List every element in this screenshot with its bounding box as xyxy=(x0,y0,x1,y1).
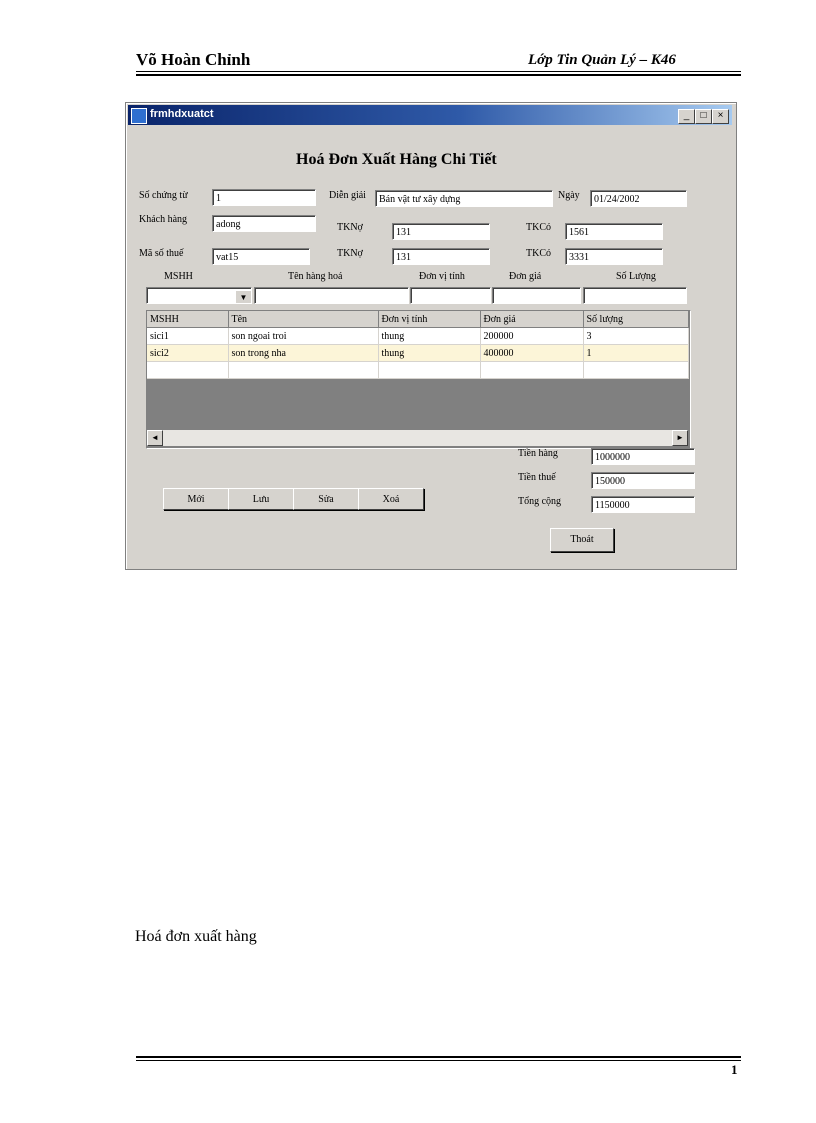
edit-button[interactable]: Sửa xyxy=(293,488,359,510)
column-header[interactable]: Đơn vị tính xyxy=(378,311,480,328)
table-cell[interactable]: 400000 xyxy=(480,345,583,362)
don-gia-input[interactable] xyxy=(492,287,581,304)
scroll-left-icon[interactable]: ◄ xyxy=(147,430,163,446)
ten-hang-hoa-label: Tên hàng hoá xyxy=(288,271,343,282)
scroll-right-icon[interactable]: ► xyxy=(672,430,688,446)
table-cell[interactable]: thung xyxy=(378,328,480,345)
table-cell[interactable]: sici1 xyxy=(147,328,228,345)
dien-giai-label: Diễn giải xyxy=(329,190,366,201)
page-number: 1 xyxy=(731,1062,738,1077)
detail-table xyxy=(147,311,689,379)
detail-grid[interactable] xyxy=(146,310,691,449)
tk-co-2-label: TKCó xyxy=(526,248,551,259)
table-cell[interactable]: 3 xyxy=(583,328,688,345)
table-cell[interactable]: 1 xyxy=(583,345,688,362)
new-button[interactable]: Mới xyxy=(163,488,229,510)
tk-no-2-input[interactable]: 131 xyxy=(392,248,490,265)
table-cell[interactable]: son ngoai troi xyxy=(228,328,378,345)
form-title: Hoá Đơn Xuất Hàng Chi Tiết xyxy=(296,151,497,168)
don-vi-tinh-input[interactable] xyxy=(410,287,491,304)
tk-no-2-label: TKNợ xyxy=(337,248,363,259)
mshh-label: MSHH xyxy=(164,271,193,282)
tk-co-1-input[interactable]: 1561 xyxy=(565,223,663,240)
header-rule-thick xyxy=(136,74,741,76)
horizontal-scrollbar[interactable] xyxy=(147,430,688,446)
maximize-button[interactable]: □ xyxy=(695,109,712,124)
tien-hang-label: Tiền hàng xyxy=(518,448,558,459)
table-row[interactable] xyxy=(147,345,688,362)
column-header[interactable]: Tên xyxy=(228,311,378,328)
exit-button[interactable]: Thoát xyxy=(550,528,614,552)
tong-cong-label: Tổng cộng xyxy=(518,496,562,507)
table-cell[interactable] xyxy=(378,362,480,379)
table-cell[interactable] xyxy=(147,362,228,379)
tk-co-2-input[interactable]: 3331 xyxy=(565,248,663,265)
footer-rule xyxy=(136,1060,741,1061)
title-bar[interactable] xyxy=(128,105,732,125)
table-cell[interactable] xyxy=(480,362,583,379)
save-button[interactable]: Lưu xyxy=(228,488,294,510)
so-chung-tu-input[interactable]: 1 xyxy=(212,189,316,206)
tk-no-1-label: TKNợ xyxy=(337,222,363,233)
so-luong-label: Số Lượng xyxy=(616,271,656,282)
tong-cong-input[interactable]: 1150000 xyxy=(591,496,695,513)
ma-so-thue-label: Mã số thuế xyxy=(139,248,184,259)
khach-hang-input[interactable]: adong xyxy=(212,215,316,232)
close-button[interactable]: × xyxy=(712,109,729,124)
ngay-input[interactable]: 01/24/2002 xyxy=(590,190,687,207)
header-author: Võ Hoàn Chỉnh xyxy=(136,50,251,69)
khach-hang-label: Khách hàng xyxy=(139,214,188,225)
so-chung-tu-label: Số chứng từ xyxy=(139,190,188,201)
tien-thue-input[interactable]: 150000 xyxy=(591,472,695,489)
delete-button[interactable]: Xoá xyxy=(358,488,424,510)
column-header[interactable]: Số lượng xyxy=(583,311,688,328)
header-rule xyxy=(136,71,741,72)
window-title: frmhdxuatct xyxy=(150,108,214,120)
tk-co-1-label: TKCó xyxy=(526,222,551,233)
table-cell[interactable] xyxy=(583,362,688,379)
column-header[interactable]: Đơn giá xyxy=(480,311,583,328)
table-cell[interactable]: sici2 xyxy=(147,345,228,362)
table-cell[interactable]: son trong nha xyxy=(228,345,378,362)
chevron-down-icon[interactable]: ▼ xyxy=(235,290,252,304)
ten-hang-hoa-input[interactable] xyxy=(254,287,409,304)
ngay-label: Ngày xyxy=(558,190,580,201)
dien-giai-input[interactable]: Bán vật tư xây dựng xyxy=(375,190,553,207)
table-cell[interactable]: 200000 xyxy=(480,328,583,345)
table-row-new[interactable] xyxy=(147,362,688,379)
column-header[interactable]: MSHH xyxy=(147,311,228,328)
table-cell[interactable]: thung xyxy=(378,345,480,362)
grid-header-row xyxy=(147,311,688,328)
footer-rule-thick xyxy=(136,1056,741,1058)
tien-thue-label: Tiền thuế xyxy=(518,472,556,483)
so-luong-input[interactable] xyxy=(583,287,687,304)
tk-no-1-input[interactable]: 131 xyxy=(392,223,490,240)
mshh-combo[interactable] xyxy=(146,287,252,304)
header-course: Lớp Tin Quản Lý – K46 xyxy=(528,52,676,68)
form-window xyxy=(125,102,737,570)
don-gia-label: Đơn giá xyxy=(509,271,542,282)
tien-hang-input[interactable]: 1000000 xyxy=(591,448,695,465)
minimize-button[interactable]: _ xyxy=(678,109,695,124)
don-vi-tinh-label: Đơn vị tính xyxy=(419,271,465,282)
table-row[interactable] xyxy=(147,328,688,345)
table-cell[interactable] xyxy=(228,362,378,379)
ma-so-thue-input[interactable]: vat15 xyxy=(212,248,310,265)
app-icon xyxy=(131,108,147,124)
figure-caption: Hoá đơn xuất hàng xyxy=(135,928,257,945)
